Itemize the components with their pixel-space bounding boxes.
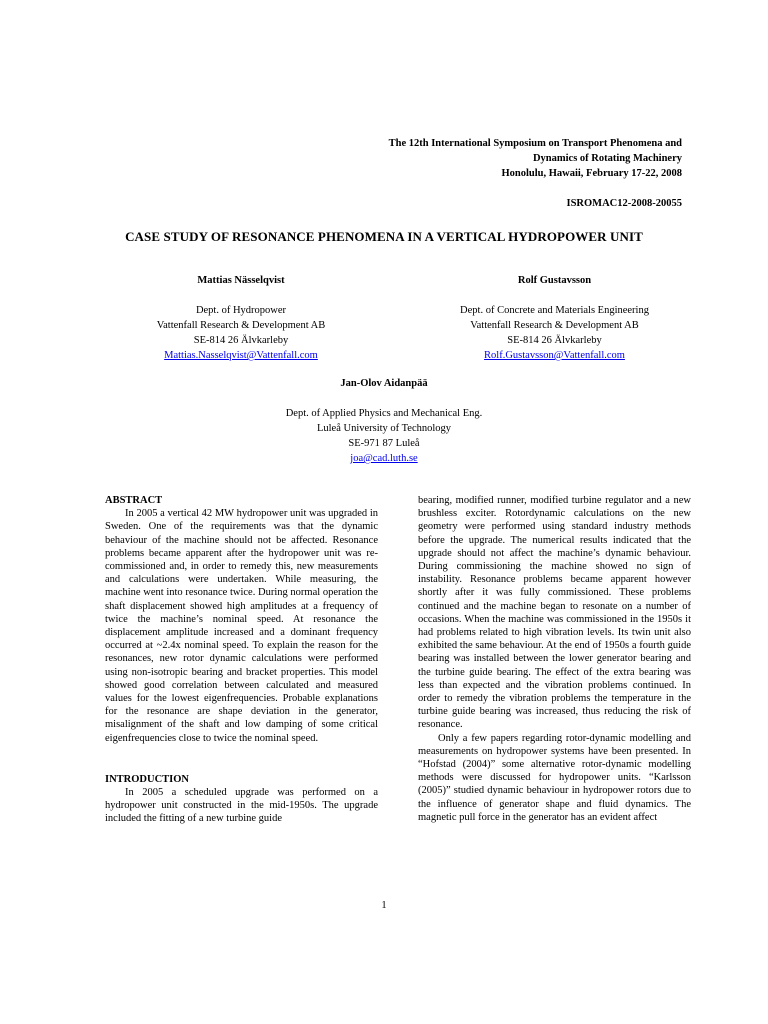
page-number: 1 (381, 900, 387, 911)
author-name: Mattias Nässelqvist (197, 275, 285, 286)
paper-id: ISROMAC12-2008-20055 (566, 198, 682, 209)
abstract-heading: ABSTRACT (105, 495, 163, 506)
author-block-3 (240, 376, 528, 466)
author-email-link[interactable]: Mattias.Nasselqvist@Vattenfall.com (164, 350, 318, 361)
author-org: Vattenfall Research & Development AB (156, 320, 326, 331)
conference-line-3: Honolulu, Hawaii, February 17-22, 2008 (501, 168, 682, 179)
author-email-link[interactable]: Rolf.Gustavsson@Vattenfall.com (484, 350, 625, 361)
author-address: SE-814 26 Älvkarleby (193, 335, 289, 346)
conference-line-1: The 12th International Symposium on Transport Phenomena and (388, 138, 682, 149)
author-address: SE-971 87 Luleå (348, 438, 420, 449)
author-block-2 (418, 273, 691, 363)
author-dept: Dept. of Concrete and Materials Engineering (460, 305, 649, 316)
left-column (105, 494, 378, 826)
intro-paragraph-1-start: In 2005 a scheduled upgrade was performed on a hydropower unit constructed in the mid-1950s. The upgrade included the fitting of a new turbine guide (105, 787, 378, 825)
intro-paragraph-2: Only a few papers regarding rotor-dynamic modelling and measurements on hydropower systems have been presented. In “Hofstad (2004)” some alternative rotor-dynamic modelling methods were discussed for hydropower units. “Karlsson (2005)” studied dynamic behaviour in hydropower rotors due to the influence of generator shape and fluid dynamics. The magnetic pull force in the generator has an evident affect (418, 732, 691, 823)
introduction-heading: INTRODUCTION (105, 773, 190, 785)
intro-paragraph-1-continued: bearing, modified runner, modified turbine regulator and a new brushless exciter. Rotordynamic calculations on the new geometry were performed using standard industry methods before the upgrade. The numerical results indicated that the upgrade should not affect the machine’s dynamic behaviour. During commissioning the machine showed no sign of instability. Resonance problems became apparent however shortly after it was fully commissioned. These problems continued and the machine began to resonate on a number of occasions. When the machine was commissioned in the 1950s it had problems related to high vibration levels. Its twin unit also exhibited the same behaviour. At the end of 1950s a fourth guide bearing was installed between the lower generator bearing and the turbine guide bearing. The effect of the extra bearing was less than expected and the vibration problems continued. In order to remedy the vibration problems the temperature in the turbine guide bearing was increased, thus reducing the risk of resonance. (418, 495, 691, 731)
conference-header (262, 136, 682, 211)
author-email-link[interactable]: joa@cad.luth.se (350, 453, 418, 464)
abstract-text: In 2005 a vertical 42 MW hydropower unit was upgraded in Sweden. One of the requirements was that the dynamic behaviour of the machine should not be affected. Resonance problems became apparent after the hydropower unit was re-commissioned and, in order to remedy this, new measurements and calculations were undertaken. While measuring, the machine went into resonance twice. During normal operation the shaft displacement showed high amplitudes at a frequency of twice the machine’s nominal speed. At resonance the displacement amplitude increased and a dominant frequency occurred at ~2.4x nominal speed. To explain the reason for the resonances, new rotor dynamic calculations were performed using non-isotropic bearing and bracket properties. This model showed good correlation between calculated and measured values for the lowest eigenfrequencies. Probable explanations for the resonance are shape deviation in the generator, misalignment of the shaft and low damping of some critical eigenfrequencies close to twice the nominal speed. (105, 508, 378, 744)
author-org: Vattenfall Research & Development AB (470, 320, 639, 331)
author-dept: Dept. of Applied Physics and Mechanical Eng. (285, 408, 483, 419)
author-block-1 (105, 273, 377, 363)
section-gap (105, 745, 378, 773)
paper-title: CASE STUDY OF RESONANCE PHENOMENA IN A VERTICAL HYDROPOWER UNIT (125, 229, 643, 244)
author-dept: Dept. of Hydropower (195, 305, 287, 316)
author-name: Rolf Gustavsson (517, 275, 592, 286)
author-name: Jan-Olov Aidanpää (340, 378, 428, 389)
conference-line-2: Dynamics of Rotating Machinery (532, 153, 682, 164)
author-address: SE-814 26 Älvkarleby (507, 335, 602, 346)
author-org: Luleå University of Technology (316, 423, 452, 434)
right-column (418, 494, 691, 824)
